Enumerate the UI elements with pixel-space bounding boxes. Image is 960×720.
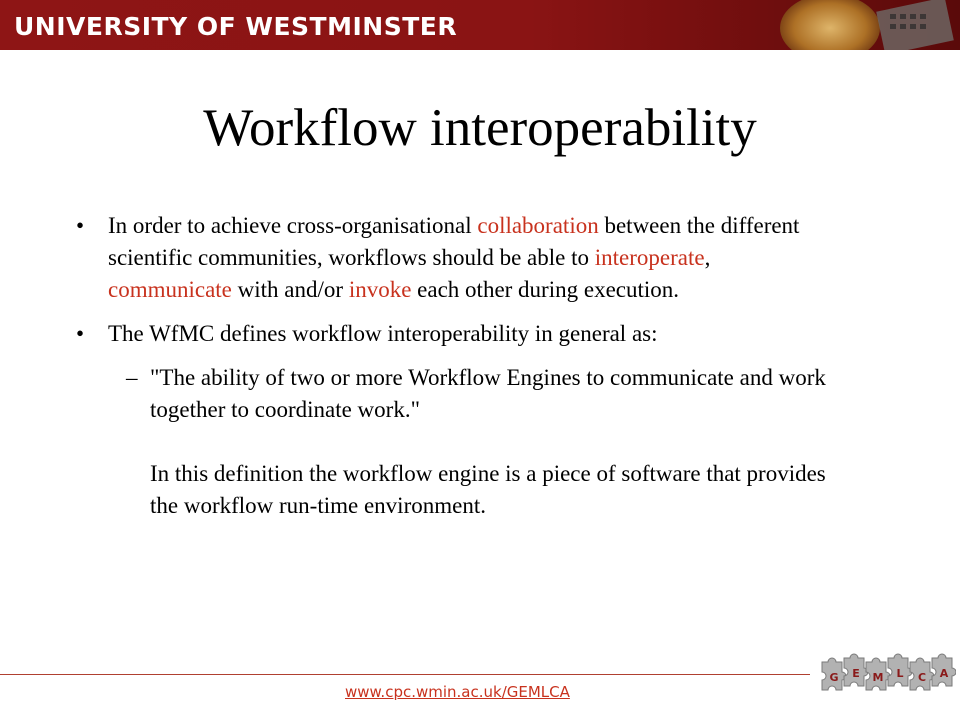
bullet-item-collaboration: [76, 210, 836, 306]
logo-letter: G: [829, 671, 839, 684]
footer-divider: [0, 674, 810, 675]
text-run: In order to achieve cross-organisational: [108, 213, 478, 238]
bullet-item-wfmc: [76, 318, 836, 350]
text-run: between the different scientific communities, workflows should be able to: [108, 213, 800, 270]
footer-url-link[interactable]: www.cpc.wmin.ac.uk/GEMLCA: [345, 683, 570, 701]
university-name: UNIVERSITY OF WESTMINSTER: [14, 12, 458, 41]
paragraph-gap: [150, 426, 836, 458]
logo-letter: C: [917, 671, 927, 684]
header-banner: [0, 0, 960, 50]
highlight-invoke: invoke: [348, 277, 412, 302]
bullet-marker: •: [76, 213, 85, 238]
text-run: with and/or: [231, 277, 349, 302]
bullet-marker: •: [76, 321, 85, 346]
logo-letter: E: [852, 667, 860, 680]
slide-title: Workflow interoperability: [203, 99, 757, 157]
definition-text: In this definition the workflow engine is a piece of software that provides the workflow run-time environment.: [150, 461, 826, 518]
highlight-collaboration: collaboration: [477, 213, 599, 238]
logo-letter: L: [896, 667, 904, 680]
banner-decorative-image: [760, 0, 960, 50]
gemlca-logo: [818, 640, 956, 714]
bullet-text-1: [108, 213, 799, 302]
logo-letter: A: [939, 667, 949, 680]
text-run: each other during execution.: [411, 277, 680, 302]
highlight-interoperate: interoperate: [594, 245, 705, 270]
bullet-text-2: The WfMC defines workflow interoperability in general as:: [108, 321, 658, 346]
logo-letter: M: [872, 671, 884, 684]
sub-item-definition: [76, 362, 836, 522]
quote-text: "The ability of two or more Workflow Engines to communicate and work together to coordinate work.": [150, 365, 826, 422]
text-run: ,: [704, 245, 711, 270]
slide-body: [76, 210, 836, 522]
highlight-communicate: communicate: [108, 277, 232, 302]
dash-marker: –: [126, 365, 138, 390]
